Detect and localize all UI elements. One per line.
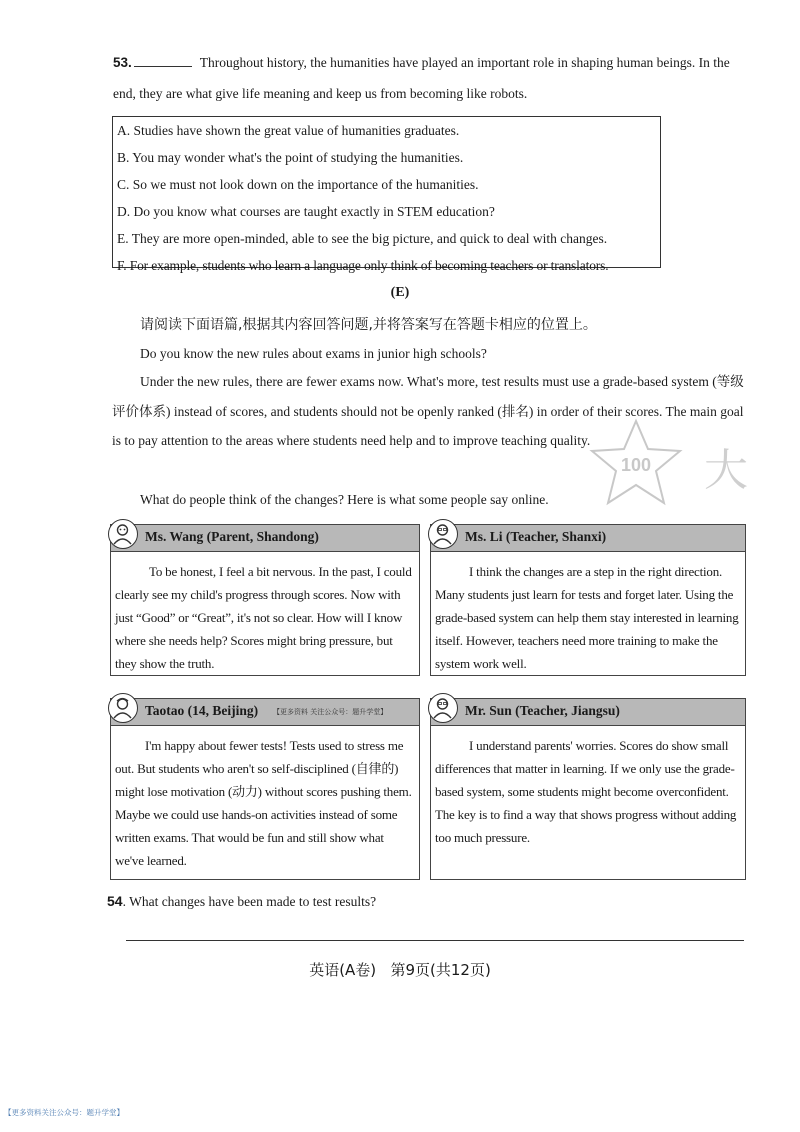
question-54 [107,893,376,910]
option-b: B. You may wonder what's the point of studying the humanities. [117,150,464,165]
options-box [112,116,661,273]
stamp-number: 100 [620,455,652,475]
commenter-name: Ms. Li (Teacher, Shanxi) [465,529,607,544]
passage-paragraph-3: What do people think of the changes? Here is what some people say online. [140,492,549,507]
comment-card-wang [110,524,420,676]
avatar-icon [428,519,458,549]
avatar-icon [108,693,138,723]
passage-paragraph-1: Do you know the new rules about exams in junior high schools? [140,346,487,361]
stamp-logo [588,415,768,520]
watermark: 【更多资料关注公众号：题升学堂】 [4,1108,124,1117]
comment-text: I'm happy about fewer tests! Tests used to stress me out. But students who aren't so self-disciplined (自律的) might lose motivation (动力) without scores pushing them. Maybe we could use hands-on activities instead of some written exams. That would be fun and still show what we've learned. [115,738,412,868]
comment-card-li [430,524,746,676]
avatar-icon [428,693,458,723]
question-number: 54 [107,893,123,909]
option-d: D. Do you know what courses are taught exactly in STEM education? [117,204,495,219]
card-header [111,699,419,726]
option-f: F. For example, students who learn a language only think of becoming teachers or translators. [117,258,609,273]
option-c: C. So we must not look down on the importance of the humanities. [117,177,479,192]
comment-card-taotao [110,698,420,880]
passage-paragraph-2: Under the new rules, there are fewer exams now. What's more, test results must use a grade-based system (等级评价体系) instead of scores, and students should not be openly ranked (排名) in order of their scores. The main goal is to pay attention to the areas where students need help and to improve teaching quality. [112,374,744,448]
commenter-name: Taotao (14, Beijing) [145,703,259,718]
answer-line [126,940,744,941]
comment-text: I understand parents' worries. Scores do show small differences that matter in learning. If we only use the grade-based system, some students might become overconfident. The key is to find a way that shows progress without adding too much pressure. [435,738,737,845]
answer-blank[interactable] [134,54,192,67]
comment-text: I think the changes are a step in the right direction. Many students just learn for tests and forget later. Using the grade-based system can help them stay interested in learning itself. However, teachers need more training to make the system work well. [435,564,739,671]
promo-tag: 【更多资料 关注公众号：题升学堂】 [273,708,388,716]
section-instruction: 请阅读下面语篇,根据其内容回答问题,并将答案写在答题卡相应的位置上。 [140,317,597,333]
question-53 [113,47,748,109]
comment-text: To be honest, I feel a bit nervous. In the past, I could clearly see my child's progress through scores. Now with just “Good” or “Great”, it's not so clear. How will I know where she needs help? Scores might bring pressure, but they show the truth. [115,564,412,671]
card-header [431,525,745,552]
commenter-name: Mr. Sun (Teacher, Jiangsu) [465,703,620,718]
card-header [431,699,745,726]
question-text: Throughout history, the humanities have played an important role in shaping human beings. In the end, they are what give life meaning and keep us from becoming like robots. [113,55,730,101]
option-a: A. Studies have shown the great value of humanities graduates. [117,123,460,138]
stamp-char: 大 [704,445,748,496]
page-footer: 英语(A卷) 第9页(共12页) [309,961,491,979]
card-header [111,525,419,552]
commenter-name: Ms. Wang (Parent, Shandong) [145,529,319,544]
question-number: 53. [113,55,132,70]
question-text: . What changes have been made to test results? [122,894,377,909]
section-heading: (E) [390,285,410,300]
comment-card-sun [430,698,746,880]
option-e: E. They are more open-minded, able to see the big picture, and quick to deal with changes. [117,231,608,246]
avatar-icon [108,519,138,549]
